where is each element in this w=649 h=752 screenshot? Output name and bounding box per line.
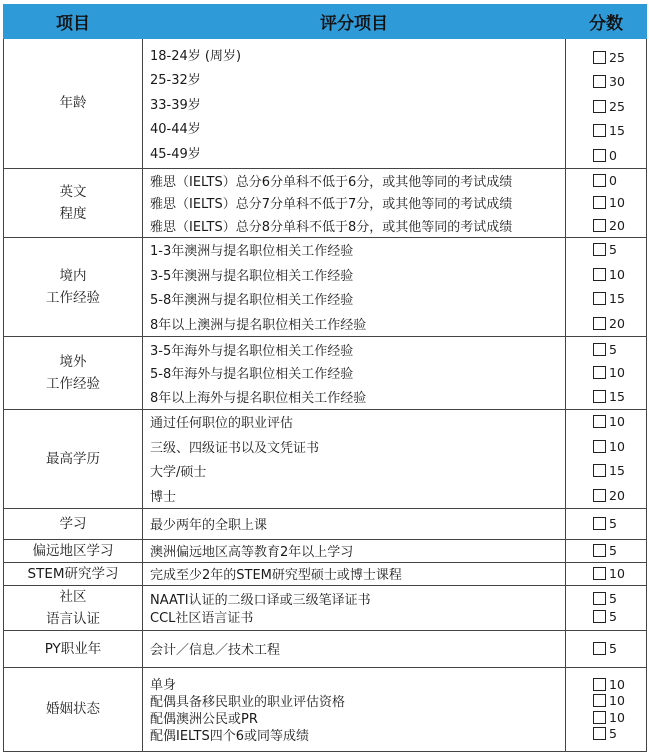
category-label: 程度 xyxy=(59,205,87,222)
score-checkbox[interactable] xyxy=(593,292,606,305)
score-value: 5 xyxy=(609,516,617,531)
criteria-cell xyxy=(143,39,566,169)
table-row xyxy=(4,585,647,630)
score-checkbox[interactable] xyxy=(593,149,606,162)
category-label: 境内 xyxy=(59,267,87,284)
category-label: 工作经验 xyxy=(46,289,100,306)
score-value: 15 xyxy=(609,463,625,479)
score-value: 5 xyxy=(609,543,617,558)
table-row xyxy=(4,508,647,539)
score-cell xyxy=(566,508,647,539)
score-value: 10 xyxy=(609,438,625,454)
category-label: 社区 xyxy=(59,588,87,605)
table-row xyxy=(4,237,647,336)
score-value: 10 xyxy=(609,709,625,725)
score-value: 5 xyxy=(609,341,617,357)
score-checkbox[interactable] xyxy=(593,124,606,137)
score-value: 15 xyxy=(609,291,625,307)
score-checkbox[interactable] xyxy=(593,517,606,530)
score-option[interactable] xyxy=(593,483,646,508)
score-option[interactable] xyxy=(593,337,646,361)
score-value: 10 xyxy=(609,365,625,380)
criteria-item: NAATI认证的二级口译或三级笔译证书 xyxy=(150,593,371,609)
score-checkbox[interactable] xyxy=(593,343,606,356)
score-option[interactable] xyxy=(593,676,646,693)
criteria-item: 单身 xyxy=(150,678,177,693)
score-value: 20 xyxy=(609,315,625,331)
score-value: 5 xyxy=(609,641,617,656)
score-value: 15 xyxy=(609,388,625,404)
category-cell xyxy=(4,336,143,409)
criteria-item: 8年以上澳洲与提名职位相关工作经验 xyxy=(150,317,367,333)
score-cell xyxy=(566,667,647,751)
criteria-cell xyxy=(143,667,566,751)
criteria-cell xyxy=(143,409,566,508)
category-label: 年龄 xyxy=(59,95,87,112)
table-row xyxy=(4,39,647,169)
score-checkbox[interactable] xyxy=(593,694,606,707)
category-label: STEM研究学习 xyxy=(27,565,119,582)
score-value: 25 xyxy=(609,49,625,65)
score-option[interactable] xyxy=(593,238,646,263)
header-item: 项目 xyxy=(4,5,143,39)
category-cell xyxy=(4,409,143,508)
category-label: 工作经验 xyxy=(46,375,100,392)
score-option[interactable] xyxy=(593,384,646,408)
score-checkbox[interactable] xyxy=(593,610,606,623)
category-label: 英文 xyxy=(59,183,87,200)
score-checkbox[interactable] xyxy=(593,440,606,453)
category-label: PY职业年 xyxy=(44,640,102,657)
criteria-item: 雅思（IELTS）总分7分单科不低于7分，或其他等同的考试成绩 xyxy=(150,197,513,212)
score-value: 5 xyxy=(609,242,617,258)
criteria-cell xyxy=(143,237,566,336)
score-option[interactable] xyxy=(593,45,646,70)
score-cell xyxy=(566,409,647,508)
header-row xyxy=(4,5,647,39)
category-cell xyxy=(4,667,143,751)
score-checkbox[interactable] xyxy=(593,366,606,379)
score-option[interactable] xyxy=(593,564,646,584)
criteria-item: 5-8年澳洲与提名职位相关工作经验 xyxy=(150,293,354,309)
criteria-item: 通过任何职位的职业评估 xyxy=(150,416,294,432)
criteria-item: 33-39岁 xyxy=(150,97,201,113)
criteria-item: 最少两年的全职上课 xyxy=(150,518,268,533)
table-row xyxy=(4,562,647,585)
score-option[interactable] xyxy=(593,287,646,312)
criteria-item: 完成至少2年的STEM研究型硕士或博士课程 xyxy=(150,568,402,583)
score-option[interactable] xyxy=(593,143,646,168)
score-option[interactable] xyxy=(593,94,646,119)
criteria-item: 18-24岁 (周岁) xyxy=(150,48,242,64)
score-option[interactable] xyxy=(593,169,646,192)
score-value: 20 xyxy=(609,217,625,233)
score-option[interactable] xyxy=(593,638,646,660)
score-checkbox[interactable] xyxy=(593,100,606,113)
score-value: 10 xyxy=(609,566,625,581)
score-checkbox[interactable] xyxy=(593,727,606,740)
criteria-cell xyxy=(143,630,566,667)
category-label: 境外 xyxy=(59,353,87,370)
score-option[interactable] xyxy=(593,214,646,237)
score-checkbox[interactable] xyxy=(593,567,606,580)
score-checkbox[interactable] xyxy=(593,415,606,428)
score-option[interactable] xyxy=(593,119,646,144)
score-cell xyxy=(566,585,647,630)
criteria-item: 博士 xyxy=(150,489,177,505)
category-label: 学习 xyxy=(59,515,87,532)
score-option[interactable] xyxy=(593,709,646,726)
score-value: 15 xyxy=(609,123,625,139)
criteria-item: 配偶IELTS四个6或同等成绩 xyxy=(150,729,309,744)
score-value: 5 xyxy=(609,608,617,624)
table-row xyxy=(4,168,647,237)
score-checkbox[interactable] xyxy=(593,489,606,502)
score-value: 25 xyxy=(609,98,625,114)
score-option[interactable] xyxy=(593,262,646,287)
score-option[interactable] xyxy=(593,361,646,385)
score-checkbox[interactable] xyxy=(593,592,606,605)
score-option[interactable] xyxy=(593,311,646,336)
score-checkbox[interactable] xyxy=(593,317,606,330)
criteria-item: 3-5年澳洲与提名职位相关工作经验 xyxy=(150,268,354,284)
category-cell xyxy=(4,237,143,336)
criteria-item: 大学/硕士 xyxy=(150,465,207,481)
criteria-item: 会计／信息／技术工程 xyxy=(150,643,281,658)
criteria-item: 雅思（IELTS）总分8分单科不低于8分，或其他等同的考试成绩 xyxy=(150,219,513,235)
table-row xyxy=(4,336,647,409)
score-value: 10 xyxy=(609,693,625,709)
category-cell xyxy=(4,39,143,169)
category-label: 偏远地区学习 xyxy=(32,542,114,559)
score-option[interactable] xyxy=(593,608,646,626)
score-value: 10 xyxy=(609,195,625,210)
criteria-item: 5-8年海外与提名职位相关工作经验 xyxy=(150,367,354,382)
score-value: 20 xyxy=(609,487,625,503)
score-checkbox[interactable] xyxy=(593,75,606,88)
score-checkbox[interactable] xyxy=(593,174,606,187)
score-option[interactable] xyxy=(593,693,646,710)
score-value: 5 xyxy=(609,591,617,607)
criteria-item: 45-49岁 xyxy=(150,146,201,162)
header-criteria: 评分项目 xyxy=(143,5,566,39)
category-label: 语言认证 xyxy=(46,610,100,627)
criteria-cell xyxy=(143,508,566,539)
score-cell xyxy=(566,237,647,336)
criteria-cell xyxy=(143,336,566,409)
header-score: 分数 xyxy=(566,5,647,39)
score-checkbox[interactable] xyxy=(593,196,606,209)
category-cell xyxy=(4,585,143,630)
table-row xyxy=(4,409,647,508)
score-option[interactable] xyxy=(593,513,646,535)
score-checkbox[interactable] xyxy=(593,243,606,256)
criteria-cell xyxy=(143,562,566,585)
score-checkbox[interactable] xyxy=(593,268,606,281)
points-table xyxy=(3,4,647,752)
score-option[interactable] xyxy=(593,434,646,459)
score-value: 30 xyxy=(609,74,625,90)
score-checkbox[interactable] xyxy=(593,390,606,403)
score-cell xyxy=(566,562,647,585)
score-option[interactable] xyxy=(593,590,646,608)
score-cell xyxy=(566,336,647,409)
score-option[interactable] xyxy=(593,459,646,484)
category-cell xyxy=(4,508,143,539)
criteria-item: 25-32岁 xyxy=(150,73,201,89)
criteria-item: 1-3年澳洲与提名职位相关工作经验 xyxy=(150,244,354,260)
score-cell xyxy=(566,39,647,169)
score-option[interactable] xyxy=(593,70,646,95)
table-row xyxy=(4,630,647,667)
score-option[interactable] xyxy=(593,191,646,214)
score-checkbox[interactable] xyxy=(593,711,606,724)
criteria-cell xyxy=(143,168,566,237)
criteria-cell xyxy=(143,539,566,562)
score-checkbox[interactable] xyxy=(593,464,606,477)
score-option[interactable] xyxy=(593,541,646,561)
score-checkbox[interactable] xyxy=(593,51,606,64)
criteria-item: CCL社区语言证书 xyxy=(150,610,254,626)
category-cell xyxy=(4,630,143,667)
criteria-item: 40-44岁 xyxy=(150,122,201,138)
score-checkbox[interactable] xyxy=(593,642,606,655)
score-value: 10 xyxy=(609,676,625,692)
score-cell xyxy=(566,630,647,667)
criteria-item: 配偶澳洲公民或PR xyxy=(150,712,258,727)
score-checkbox[interactable] xyxy=(593,544,606,557)
criteria-item: 8年以上海外与提名职位相关工作经验 xyxy=(150,390,367,406)
score-option[interactable] xyxy=(593,726,646,743)
score-checkbox[interactable] xyxy=(593,219,606,232)
category-label: 最高学历 xyxy=(46,450,100,467)
score-checkbox[interactable] xyxy=(593,678,606,691)
criteria-item: 雅思（IELTS）总分6分单科不低于6分，或其他等同的考试成绩 xyxy=(150,174,513,190)
criteria-item: 三级、四级证书以及文凭证书 xyxy=(150,440,320,456)
score-option[interactable] xyxy=(593,410,646,435)
category-label: 婚姻状态 xyxy=(46,701,100,717)
table-row xyxy=(4,667,647,751)
score-value: 0 xyxy=(609,147,617,163)
criteria-item: 3-5年海外与提名职位相关工作经验 xyxy=(150,343,354,359)
score-value: 0 xyxy=(609,172,617,188)
criteria-item: 配偶具备移民职业的职业评估资格 xyxy=(150,695,346,710)
category-cell xyxy=(4,168,143,237)
score-cell xyxy=(566,539,647,562)
score-value: 10 xyxy=(609,414,625,430)
score-value: 5 xyxy=(609,726,617,742)
criteria-item: 澳洲偏远地区高等教育2年以上学习 xyxy=(150,545,354,560)
score-value: 10 xyxy=(609,266,625,282)
category-cell xyxy=(4,539,143,562)
table-row xyxy=(4,539,647,562)
score-cell xyxy=(566,168,647,237)
criteria-cell xyxy=(143,585,566,630)
category-cell xyxy=(4,562,143,585)
